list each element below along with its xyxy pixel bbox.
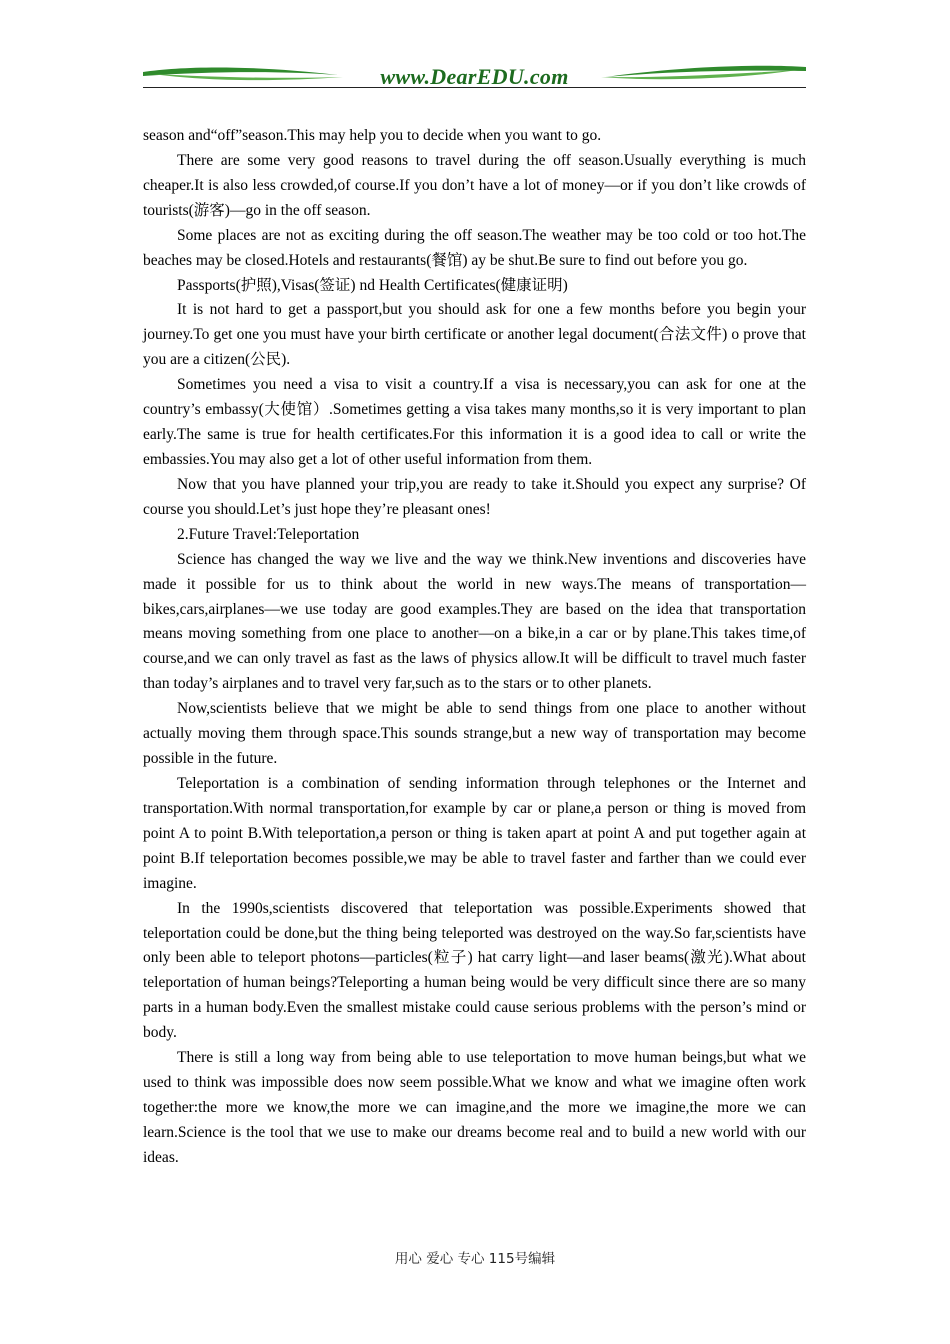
paragraph: season and“off”season.This may help you to decide when you want to go. bbox=[143, 127, 602, 144]
paragraph: Teleportation is a combination of sending information through telephones or the Internet and transportation.With normal transportation,for example by car or plane,a person or thing is moved from point A to point B.With teleportation,a person or thing is taken apart at point A and put together again at point B.If teleportation becomes possible,we may be able to travel faster and farther than we could ever imagine. bbox=[143, 774, 806, 892]
page-footer: 用心 爱心 专心 115号编辑 bbox=[394, 1251, 556, 1267]
paragraph: Now that you have planned your trip,you are ready to take it.Should you expect any surprise? Of course you should.Let’s just hope they’re pleasant ones! bbox=[143, 475, 806, 518]
paragraph: There are some very good reasons to travel during the off season.Usually everything is much cheaper.It is also less crowded,of course.If you don’t have a lot of money—or if you don’t like crowds of tourists(游客)—go in the off season. bbox=[143, 151, 806, 219]
article-body bbox=[143, 124, 806, 1171]
paragraph: It is not hard to get a passport,but you should ask for one a few months before you begin your journey.To get one you must have your birth certificate or another legal document(合法文件) o prove that you are a citizen(公民). bbox=[143, 301, 806, 369]
paragraph: Some places are not as exciting during the off season.The weather may be too cold or too hot.The beaches may be closed.Hotels and restaurants(餐馆) ay be shut.Be sure to find out before you go. bbox=[143, 226, 806, 269]
header-divider bbox=[143, 87, 806, 88]
paragraph: Science has changed the way we live and the way we think.New inventions and discoveries have made it possible for us to think about the world in new ways.The means of transportation—bikes,cars,airplanes—we use today are good examples.They are based on the idea that transportation means moving something from one place to another—on a bike,in a car or by plane.This takes time,of course,and we can only travel as fast as the laws of physics allow.It will be difficult to travel much faster than today’s airplanes and to travel very far,such as to the stars or to other planets. bbox=[143, 550, 806, 693]
site-title: www.DearEDU.com bbox=[380, 64, 569, 89]
paragraph: There is still a long way from being able to use teleportation to move human beings,but what we used to think was impossible does now seem possible.What we know and what we imagine often work together:the more we know,the more we can imagine,and the more we imagine,the more we can learn.Science is the tool that we use to make our dreams become real and to build a new world with our ideas. bbox=[143, 1049, 806, 1166]
section-subheading: Passports(护照),Visas(签证) nd Health Certificates(健康证明) bbox=[177, 276, 568, 294]
paragraph: Sometimes you need a visa to visit a country.If a visa is necessary,you can ask for one at the country’s embassy(大使馆）.Sometimes getting a visa takes many months,so it is very important to plan early.The same is true for health certificates.For this information it is a good idea to call or write the embassies.You may also get a lot of other useful information from them. bbox=[143, 376, 806, 468]
page-header bbox=[143, 62, 806, 90]
paragraph: Now,scientists believe that we might be able to send things from one place to another without actually moving them through space.This sounds strange,but a new way of transportation may become possible in the future. bbox=[143, 700, 806, 768]
paragraph: In the 1990s,scientists discovered that teleportation was possible.Experiments showed that teleportation could be done,but the thing being teleported was destroyed on the way.So far,scientists have only been able to teleport photons—particles(粒子) hat carry light—and laser beams(激光).What about teleportation of human beings?Teleporting a human being would be very difficult since there are so many parts in a human body.Even the smallest mistake could cause serious problems with the person’s mind or body. bbox=[143, 899, 806, 1042]
section-heading: 2.Future Travel:Teleportation bbox=[177, 525, 360, 543]
